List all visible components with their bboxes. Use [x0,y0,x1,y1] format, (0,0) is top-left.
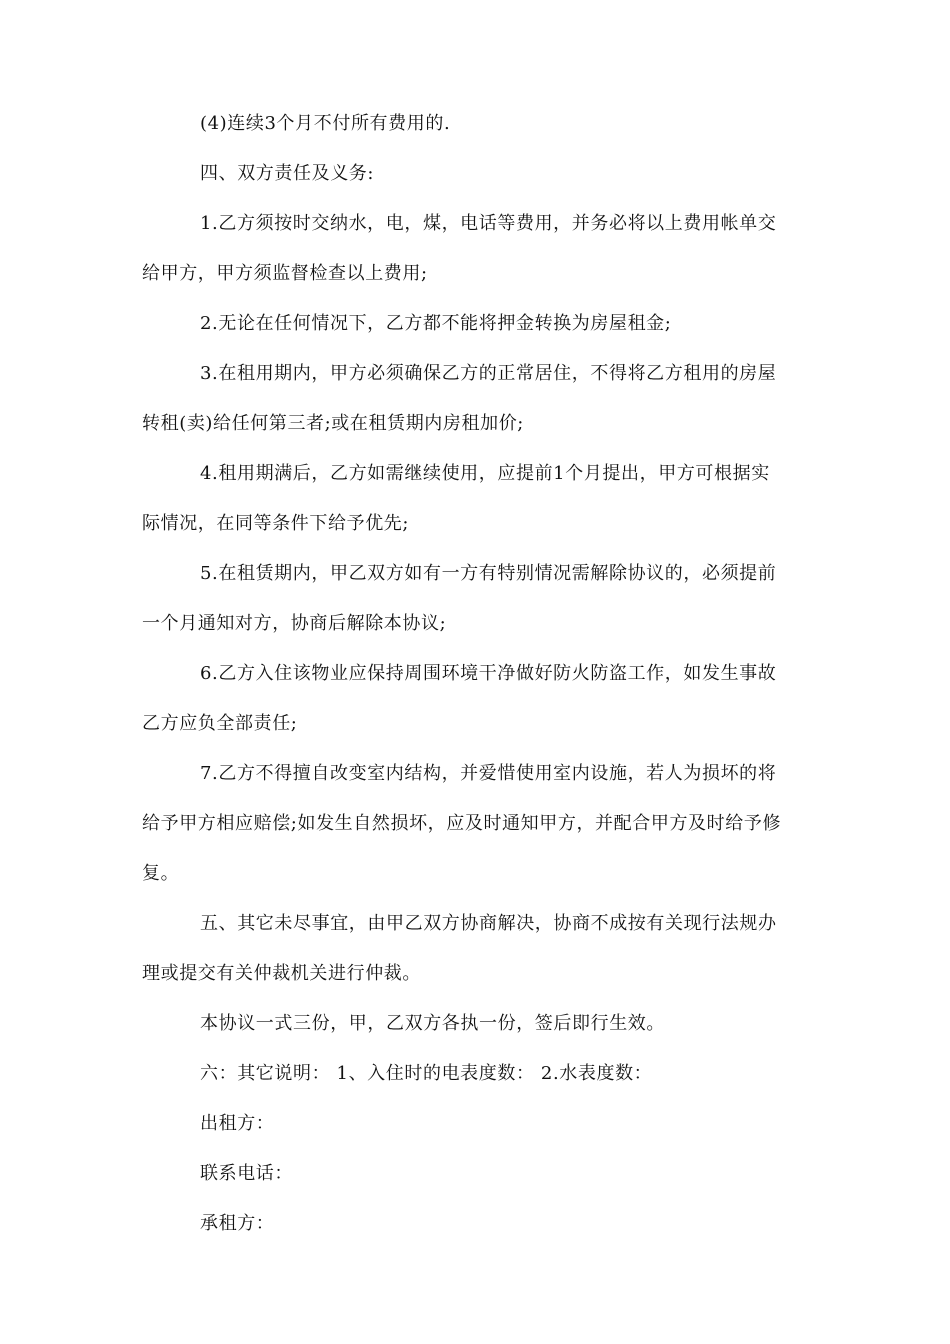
section-4-item-1-line-2: 给甲方，甲方须监督检查以上费用; [142,263,428,284]
contact-phone-label: 联系电话： [200,1163,293,1184]
section-4-item-5-line-2: 一个月通知对方，协商后解除本协议; [142,613,447,634]
section-4-item-6-line-1: 6.乙方入住该物业应保持周围环境干净做好防火防盗工作，如发生事故 [200,663,777,684]
section-4-item-4-line-2: 际情况，在同等条件下给予优先; [142,513,410,534]
section-5-line-1: 五、其它未尽事宜，由甲乙双方协商解决，协商不成按有关现行法规办 [200,913,777,934]
section-4-item-3-line-1: 3.在租用期内，甲方必须确保乙方的正常居住，不得将乙方租用的房屋 [200,363,777,384]
lessee-signature-label: 承租方： [200,1213,275,1234]
copies-statement: 本协议一式三份，甲，乙双方各执一份，签后即行生效。 [200,1013,665,1034]
clause-3-item-4: (4)连续3个月不付所有费用的. [200,113,451,134]
section-4-heading: 四、双方责任及义务: [200,163,375,184]
lessor-signature-label: 出租方： [200,1113,275,1134]
section-5-line-2: 理或提交有关仲裁机关进行仲裁。 [142,963,421,984]
section-6-notes: 六：其它说明： 1、入住时的电表度数： 2.水表度数： [200,1063,653,1084]
section-4-item-1-line-1: 1.乙方须按时交纳水，电，煤，电话等费用，并务必将以上费用帐单交 [200,213,777,234]
section-4-item-2: 2.无论在任何情况下，乙方都不能将押金转换为房屋租金; [200,313,672,334]
section-4-item-6-line-2: 乙方应负全部责任; [142,713,298,734]
section-4-item-5-line-1: 5.在租赁期内，甲乙双方如有一方有特别情况需解除协议的，必须提前 [200,563,777,584]
section-4-item-7-line-3: 复。 [142,863,180,884]
section-4-item-7-line-2: 给予甲方相应赔偿;如发生自然损坏，应及时通知甲方，并配合甲方及时给予修 [142,813,782,834]
section-4-item-7-line-1: 7.乙方不得擅自改变室内结构，并爱惜使用室内设施，若人为损坏的将 [200,763,777,784]
section-4-item-4-line-1: 4.租用期满后，乙方如需继续使用，应提前1个月提出，甲方可根据实 [200,463,770,484]
section-4-item-3-line-2: 转租(卖)给任何第三者;或在租赁期内房租加价; [142,413,524,434]
